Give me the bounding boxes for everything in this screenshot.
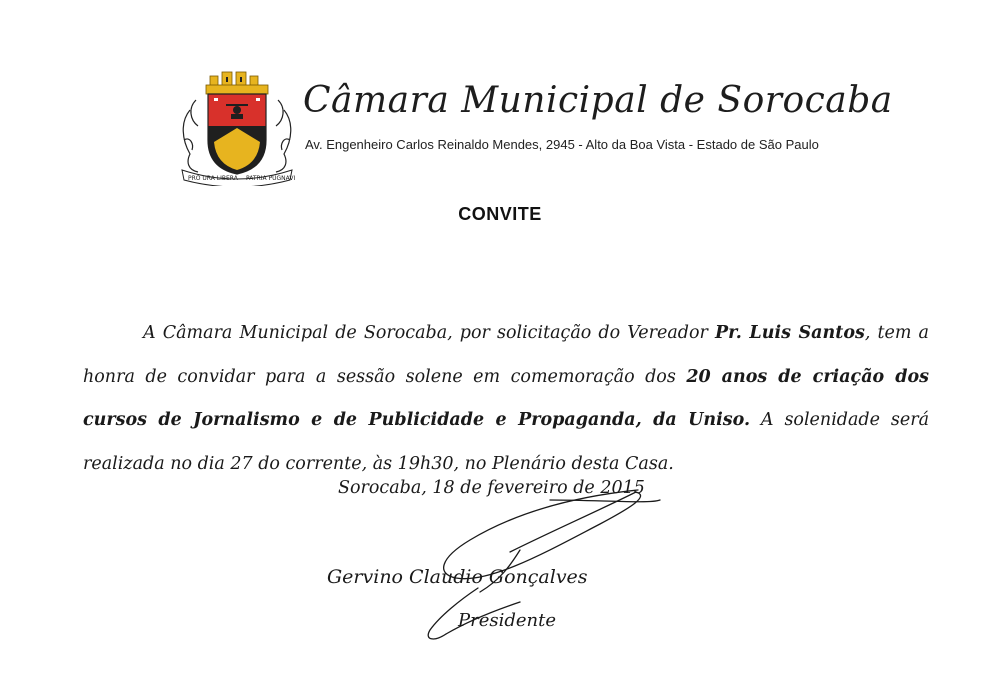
organization-name: Câmara Municipal de Sorocaba bbox=[303, 80, 893, 121]
signer-name: Gervino Claudio Gonçalves bbox=[327, 566, 588, 588]
coat-of-arms-icon bbox=[176, 70, 298, 186]
body-part-1: A Câmara Municipal de Sorocaba, por solicitação do Vereador bbox=[143, 323, 715, 343]
place-date: Sorocaba, 18 de fevereiro de 2015 bbox=[338, 478, 645, 498]
svg-text:PATRIA PUGNAVI: PATRIA PUGNAVI bbox=[246, 175, 296, 182]
body-part-3: A solenidade será realizada no dia 27 do corrente, às 19h30, no Plenário desta Casa. bbox=[83, 410, 929, 474]
svg-text:PRO URA LIBERA: PRO URA LIBERA bbox=[188, 175, 238, 182]
event-highlight: 20 anos de criação dos cursos de Jornalismo e de Publicidade e Propaganda, da Uniso. bbox=[83, 366, 929, 430]
vereador-name: Pr. Luis Santos bbox=[714, 323, 865, 343]
organization-address: Av. Engenheiro Carlos Reinaldo Mendes, 2945 - Alto da Boa Vista - Estado de São Paulo bbox=[305, 137, 819, 152]
invitation-body bbox=[83, 312, 929, 486]
handwritten-signature bbox=[400, 470, 680, 660]
body-part-2: , tem a honra de convidar para a sessão solene em comemoração dos bbox=[83, 323, 929, 387]
signer-role: Presidente bbox=[458, 610, 557, 631]
document-title: CONVITE bbox=[458, 204, 542, 224]
